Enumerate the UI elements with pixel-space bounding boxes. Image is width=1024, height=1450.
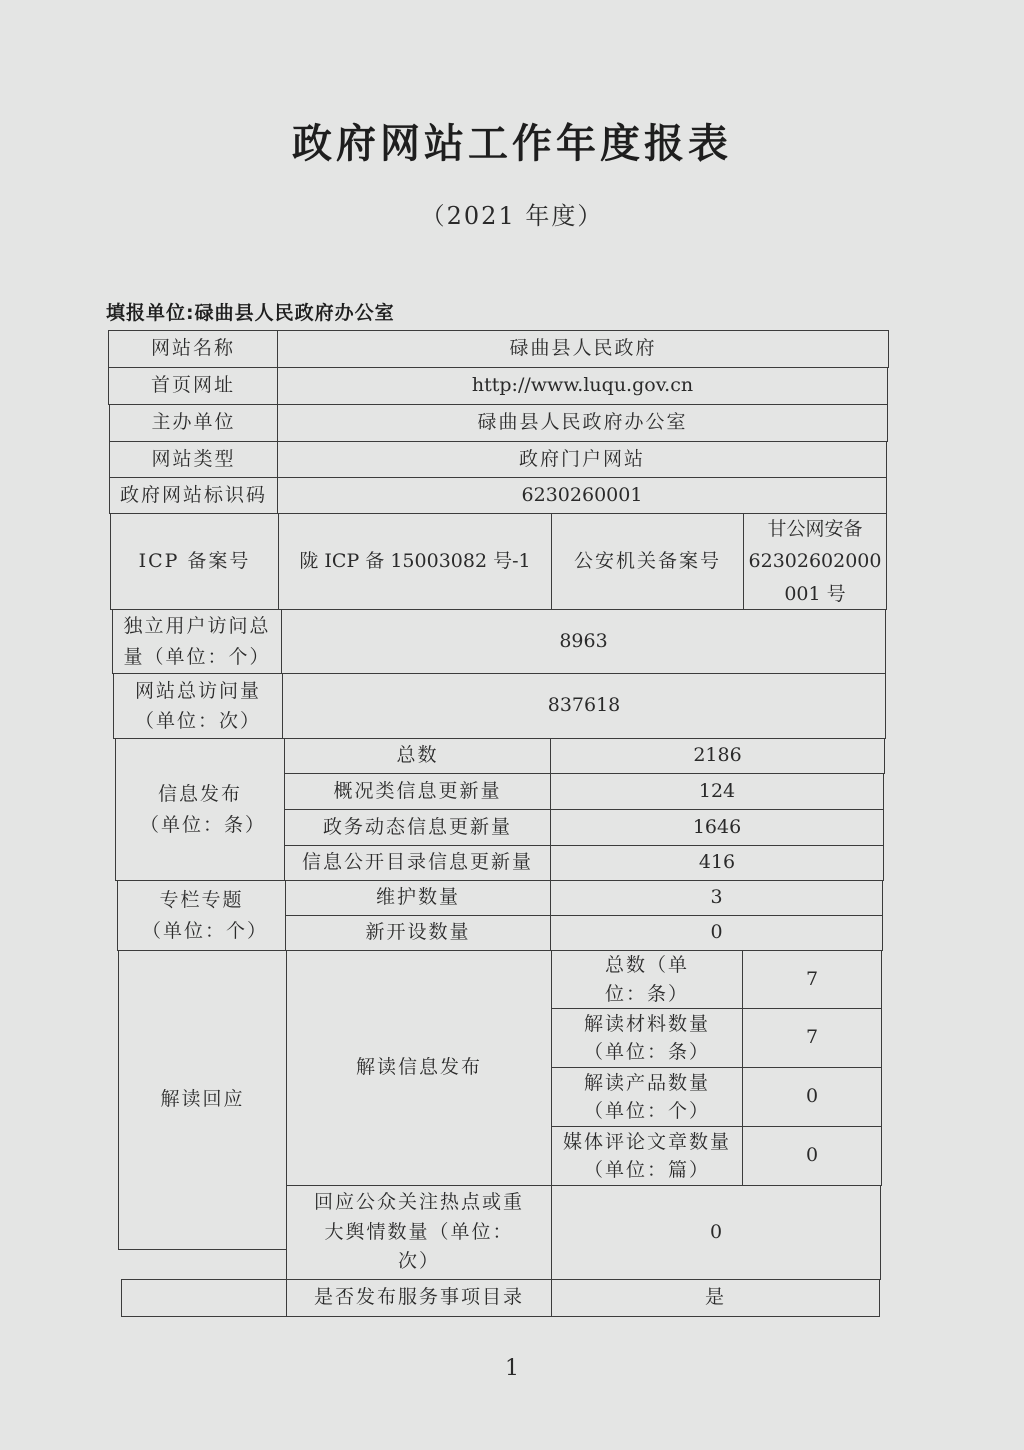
page-number: 1 xyxy=(505,1356,519,1381)
site-name-value: 碌曲县人民政府 xyxy=(277,330,889,368)
service-row-blank xyxy=(121,1279,287,1317)
site-code-label: 政府网站标识码 xyxy=(109,477,278,514)
column-maintain-label: 维护数量 xyxy=(285,880,551,916)
police-record-value: 甘公网安备 62302602000 001 号 xyxy=(743,513,887,610)
hotspot-response-value: 0 xyxy=(551,1185,881,1280)
unique-visitors-label: 独立用户访问总量（单位：个） xyxy=(112,609,282,674)
report-year: （2021 年度） xyxy=(420,202,604,230)
homepage-label: 首页网址 xyxy=(108,367,278,405)
site-type-value: 政府门户网站 xyxy=(277,441,887,478)
unique-visitors-value: 8963 xyxy=(281,609,886,674)
interp-media-label: 媒体评论文章数量（单位：篇） xyxy=(551,1126,743,1186)
sponsor-value: 碌曲县人民政府办公室 xyxy=(277,404,888,442)
site-code-value: 6230260001 xyxy=(277,477,887,514)
police-record-label: 公安机关备案号 xyxy=(551,513,744,610)
info-overview-value: 124 xyxy=(550,773,884,810)
sponsor-label: 主办单位 xyxy=(109,404,278,442)
interpretation-response-label: 解读回应 xyxy=(118,950,287,1250)
info-open-value: 416 xyxy=(550,845,884,881)
site-type-label: 网站类型 xyxy=(109,441,278,478)
hotspot-response-label: 回应公众关注热点或重大舆情数量（单位：次） xyxy=(286,1185,552,1280)
interp-product-value: 0 xyxy=(742,1067,882,1127)
info-open-label: 信息公开目录信息更新量 xyxy=(284,845,551,881)
interp-media-value: 0 xyxy=(742,1126,882,1186)
info-publish-label: 信息发布（单位：条） xyxy=(115,738,285,881)
interp-material-label: 解读材料数量（单位：条） xyxy=(551,1008,743,1068)
info-total-value: 2186 xyxy=(550,738,885,774)
reporting-unit: 填报单位:碌曲县人民政府办公室 xyxy=(106,302,395,324)
service-catalog-label: 是否发布服务事项目录 xyxy=(286,1279,552,1317)
info-overview-label: 概况类信息更新量 xyxy=(284,773,551,810)
special-column-label: 专栏专题（单位：个） xyxy=(117,880,286,951)
site-name-label: 网站名称 xyxy=(108,330,278,368)
column-new-label: 新开设数量 xyxy=(285,915,551,951)
interp-total-label: 总数（单位：条） xyxy=(551,950,743,1009)
icp-label: ICP 备案号 xyxy=(110,513,279,610)
total-visits-value: 837618 xyxy=(282,673,886,739)
total-visits-label: 网站总访问量（单位：次） xyxy=(113,673,283,739)
interp-material-value: 7 xyxy=(742,1008,882,1068)
column-maintain-value: 3 xyxy=(550,880,883,916)
page-title: 政府网站工作年度报表 xyxy=(292,121,732,167)
info-news-value: 1646 xyxy=(550,809,884,846)
interp-total-value: 7 xyxy=(742,950,882,1009)
homepage-value: http://www.luqu.gov.cn xyxy=(277,367,888,405)
service-catalog-value: 是 xyxy=(551,1279,880,1317)
icp-value: 陇 ICP 备 15003082 号-1 xyxy=(278,513,552,610)
interp-product-label: 解读产品数量（单位：个） xyxy=(551,1067,743,1127)
column-new-value: 0 xyxy=(550,915,883,951)
interpretation-publish-label: 解读信息发布 xyxy=(286,950,552,1186)
info-total-label: 总数 xyxy=(284,738,551,774)
info-news-label: 政务动态信息更新量 xyxy=(284,809,551,846)
